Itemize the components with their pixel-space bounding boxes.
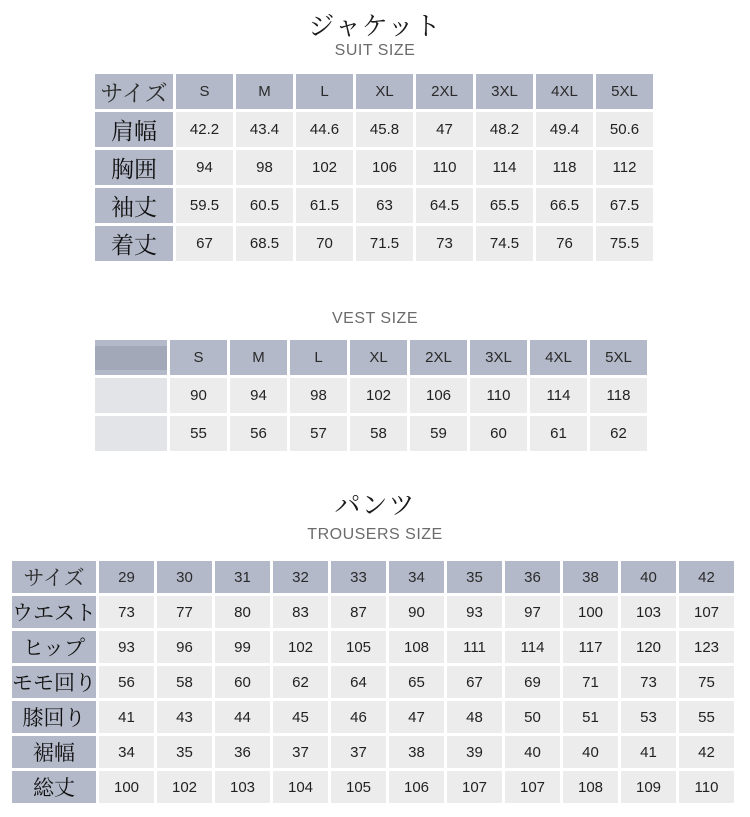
trousers-value-cell: 73 xyxy=(99,596,154,628)
trousers-value-cell: 102 xyxy=(157,771,212,803)
trousers-value-cell: 109 xyxy=(621,771,676,803)
trousers-size-cell: 42 xyxy=(679,561,734,593)
trousers-value-cell: 87 xyxy=(331,596,386,628)
suit-row-length xyxy=(95,226,653,261)
trousers-value-cell: 100 xyxy=(99,771,154,803)
trousers-value-cell: 105 xyxy=(331,631,386,663)
suit-row-shoulder xyxy=(95,112,653,147)
jacket-title-en: SUIT SIZE xyxy=(334,42,416,59)
trousers-size-table xyxy=(9,558,737,806)
trousers-value-cell: 55 xyxy=(679,701,734,733)
trousers-value-cell: 45 xyxy=(273,701,328,733)
suit-row-label: 胸囲 xyxy=(95,150,173,185)
trousers-row-total-length xyxy=(12,771,734,803)
trousers-value-cell: 99 xyxy=(215,631,270,663)
vest-value-cell: 90 xyxy=(170,378,227,413)
suit-value-cell: 63 xyxy=(356,188,413,223)
vest-value-cell: 59 xyxy=(410,416,467,451)
suit-row-sleeve xyxy=(95,188,653,223)
suit-value-cell: 114 xyxy=(476,150,533,185)
suit-value-cell: 66.5 xyxy=(536,188,593,223)
vest-value-cell: 60 xyxy=(470,416,527,451)
trousers-value-cell: 46 xyxy=(331,701,386,733)
trousers-value-cell: 42 xyxy=(679,736,734,768)
trousers-size-cell: 33 xyxy=(331,561,386,593)
trousers-header-label: サイズ xyxy=(12,561,96,593)
suit-size-cell: M xyxy=(236,74,293,109)
vest-header-blank xyxy=(95,340,167,375)
trousers-value-cell: 103 xyxy=(215,771,270,803)
trousers-value-cell: 103 xyxy=(621,596,676,628)
vest-value-cell: 57 xyxy=(290,416,347,451)
trousers-value-cell: 107 xyxy=(505,771,560,803)
trousers-value-cell: 37 xyxy=(331,736,386,768)
suit-value-cell: 44.6 xyxy=(296,112,353,147)
trousers-row-label: ウエスト xyxy=(12,596,96,628)
trousers-value-cell: 117 xyxy=(563,631,618,663)
suit-value-cell: 60.5 xyxy=(236,188,293,223)
trousers-value-cell: 47 xyxy=(389,701,444,733)
trousers-value-cell: 39 xyxy=(447,736,502,768)
vest-value-cell: 106 xyxy=(410,378,467,413)
vest-size-table xyxy=(92,337,650,454)
vest-value-cell: 58 xyxy=(350,416,407,451)
vest-row-blank-label xyxy=(95,416,167,451)
trousers-value-cell: 53 xyxy=(621,701,676,733)
trousers-value-cell: 107 xyxy=(447,771,502,803)
suit-row-label: 着丈 xyxy=(95,226,173,261)
trousers-value-cell: 96 xyxy=(157,631,212,663)
suit-size-cell: L xyxy=(296,74,353,109)
suit-value-cell: 43.4 xyxy=(236,112,293,147)
trousers-value-cell: 108 xyxy=(563,771,618,803)
vest-size-cell: S xyxy=(170,340,227,375)
suit-value-cell: 94 xyxy=(176,150,233,185)
suit-value-cell: 102 xyxy=(296,150,353,185)
trousers-value-cell: 93 xyxy=(99,631,154,663)
suit-row-label: 袖丈 xyxy=(95,188,173,223)
suit-size-cell: S xyxy=(176,74,233,109)
jacket-title-jp: ジャケット xyxy=(308,12,442,42)
vest-size-cell: XL xyxy=(350,340,407,375)
vest-size-cell: 3XL xyxy=(470,340,527,375)
vest-value-cell: 55 xyxy=(170,416,227,451)
suit-row-chest xyxy=(95,150,653,185)
suit-value-cell: 110 xyxy=(416,150,473,185)
vest-size-cell: 2XL xyxy=(410,340,467,375)
trousers-size-cell: 30 xyxy=(157,561,212,593)
trousers-value-cell: 58 xyxy=(157,666,212,698)
trousers-size-cell: 40 xyxy=(621,561,676,593)
suit-size-cell: 2XL xyxy=(416,74,473,109)
trousers-row-hip xyxy=(12,631,734,663)
suit-value-cell: 50.6 xyxy=(596,112,653,147)
vest-value-cell: 94 xyxy=(230,378,287,413)
trousers-row-label: 裾幅 xyxy=(12,736,96,768)
suit-value-cell: 64.5 xyxy=(416,188,473,223)
trousers-value-cell: 75 xyxy=(679,666,734,698)
trousers-size-cell: 34 xyxy=(389,561,444,593)
vest-row xyxy=(95,378,647,413)
trousers-row-label: 膝回り xyxy=(12,701,96,733)
suit-header-label: サイズ xyxy=(95,74,173,109)
trousers-row-hem xyxy=(12,736,734,768)
suit-value-cell: 61.5 xyxy=(296,188,353,223)
suit-value-cell: 48.2 xyxy=(476,112,533,147)
trousers-value-cell: 34 xyxy=(99,736,154,768)
trousers-value-cell: 67 xyxy=(447,666,502,698)
trousers-value-cell: 40 xyxy=(505,736,560,768)
trousers-value-cell: 37 xyxy=(273,736,328,768)
trousers-row-label: 総丈 xyxy=(12,771,96,803)
vest-size-cell: L xyxy=(290,340,347,375)
trousers-value-cell: 41 xyxy=(621,736,676,768)
trousers-value-cell: 93 xyxy=(447,596,502,628)
trousers-value-cell: 38 xyxy=(389,736,444,768)
suit-value-cell: 73 xyxy=(416,226,473,261)
suit-size-cell: 3XL xyxy=(476,74,533,109)
trousers-row-knee xyxy=(12,701,734,733)
suit-value-cell: 59.5 xyxy=(176,188,233,223)
trousers-value-cell: 35 xyxy=(157,736,212,768)
trousers-value-cell: 106 xyxy=(389,771,444,803)
vest-header-row xyxy=(95,340,647,375)
suit-size-table xyxy=(92,71,656,264)
suit-value-cell: 75.5 xyxy=(596,226,653,261)
suit-value-cell: 45.8 xyxy=(356,112,413,147)
vest-size-cell: 4XL xyxy=(530,340,587,375)
suit-value-cell: 74.5 xyxy=(476,226,533,261)
vest-row-blank-label xyxy=(95,378,167,413)
suit-value-cell: 70 xyxy=(296,226,353,261)
trousers-value-cell: 105 xyxy=(331,771,386,803)
trousers-value-cell: 111 xyxy=(447,631,502,663)
trousers-size-cell: 31 xyxy=(215,561,270,593)
suit-value-cell: 112 xyxy=(596,150,653,185)
suit-value-cell: 76 xyxy=(536,226,593,261)
trousers-value-cell: 100 xyxy=(563,596,618,628)
trousers-value-cell: 107 xyxy=(679,596,734,628)
trousers-value-cell: 60 xyxy=(215,666,270,698)
suit-value-cell: 65.5 xyxy=(476,188,533,223)
vest-value-cell: 61 xyxy=(530,416,587,451)
trousers-row-waist xyxy=(12,596,734,628)
trousers-value-cell: 110 xyxy=(679,771,734,803)
trousers-row-label: モモ回り xyxy=(12,666,96,698)
trousers-title-jp: パンツ xyxy=(334,491,416,521)
suit-value-cell: 106 xyxy=(356,150,413,185)
trousers-value-cell: 104 xyxy=(273,771,328,803)
suit-value-cell: 98 xyxy=(236,150,293,185)
trousers-value-cell: 69 xyxy=(505,666,560,698)
trousers-value-cell: 73 xyxy=(621,666,676,698)
suit-value-cell: 71.5 xyxy=(356,226,413,261)
trousers-value-cell: 102 xyxy=(273,631,328,663)
trousers-value-cell: 56 xyxy=(99,666,154,698)
suit-value-cell: 68.5 xyxy=(236,226,293,261)
vest-value-cell: 62 xyxy=(590,416,647,451)
trousers-value-cell: 44 xyxy=(215,701,270,733)
trousers-value-cell: 48 xyxy=(447,701,502,733)
suit-value-cell: 118 xyxy=(536,150,593,185)
trousers-value-cell: 97 xyxy=(505,596,560,628)
suit-size-cell: XL xyxy=(356,74,413,109)
trousers-value-cell: 90 xyxy=(389,596,444,628)
suit-header-row xyxy=(95,74,653,109)
trousers-value-cell: 114 xyxy=(505,631,560,663)
trousers-row-label: ヒップ xyxy=(12,631,96,663)
trousers-size-cell: 29 xyxy=(99,561,154,593)
trousers-value-cell: 50 xyxy=(505,701,560,733)
suit-value-cell: 42.2 xyxy=(176,112,233,147)
trousers-size-cell: 35 xyxy=(447,561,502,593)
vest-value-cell: 102 xyxy=(350,378,407,413)
suit-row-label: 肩幅 xyxy=(95,112,173,147)
vest-size-cell: 5XL xyxy=(590,340,647,375)
suit-value-cell: 47 xyxy=(416,112,473,147)
vest-value-cell: 98 xyxy=(290,378,347,413)
trousers-value-cell: 120 xyxy=(621,631,676,663)
trousers-value-cell: 51 xyxy=(563,701,618,733)
trousers-value-cell: 36 xyxy=(215,736,270,768)
trousers-header-row xyxy=(12,561,734,593)
vest-value-cell: 110 xyxy=(470,378,527,413)
vest-value-cell: 114 xyxy=(530,378,587,413)
vest-size-cell: M xyxy=(230,340,287,375)
trousers-value-cell: 62 xyxy=(273,666,328,698)
trousers-value-cell: 71 xyxy=(563,666,618,698)
trousers-value-cell: 43 xyxy=(157,701,212,733)
vest-value-cell: 56 xyxy=(230,416,287,451)
trousers-value-cell: 108 xyxy=(389,631,444,663)
vest-value-cell: 118 xyxy=(590,378,647,413)
vest-title-en: VEST SIZE xyxy=(331,310,418,327)
trousers-value-cell: 40 xyxy=(563,736,618,768)
suit-value-cell: 49.4 xyxy=(536,112,593,147)
suit-value-cell: 67 xyxy=(176,226,233,261)
trousers-row-thigh xyxy=(12,666,734,698)
trousers-size-cell: 36 xyxy=(505,561,560,593)
trousers-value-cell: 65 xyxy=(389,666,444,698)
trousers-value-cell: 83 xyxy=(273,596,328,628)
vest-row xyxy=(95,416,647,451)
trousers-size-cell: 38 xyxy=(563,561,618,593)
trousers-value-cell: 123 xyxy=(679,631,734,663)
trousers-size-cell: 32 xyxy=(273,561,328,593)
suit-size-cell: 4XL xyxy=(536,74,593,109)
trousers-value-cell: 77 xyxy=(157,596,212,628)
trousers-title-en: TROUSERS SIZE xyxy=(307,526,443,543)
suit-size-cell: 5XL xyxy=(596,74,653,109)
suit-value-cell: 67.5 xyxy=(596,188,653,223)
trousers-value-cell: 80 xyxy=(215,596,270,628)
trousers-value-cell: 41 xyxy=(99,701,154,733)
trousers-value-cell: 64 xyxy=(331,666,386,698)
